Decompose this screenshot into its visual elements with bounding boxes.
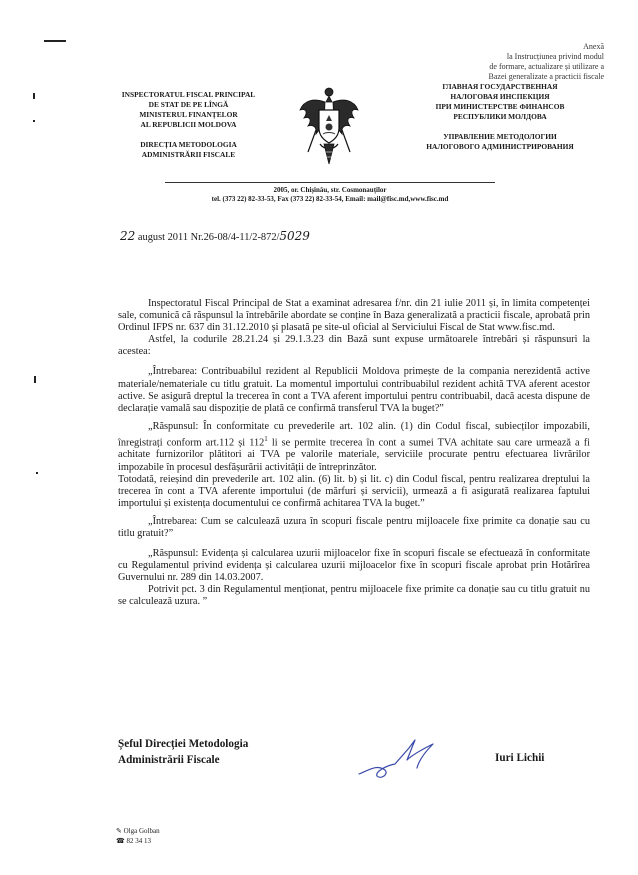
executor-phone: 82 34 13 (126, 837, 151, 845)
handwritten-number: 5029 (279, 229, 310, 243)
header-line: INSPECTORATUL FISCAL PRINCIPAL (121, 90, 256, 99)
scan-mark (33, 93, 35, 99)
header-divider (165, 182, 495, 183)
answer-2: „Răspunsul: Evidența și calcularea uzurii mijloacelor fixe în scopuri fiscale se efectuează în conformitate cu Regulamentul privind evidența și calcularea uzurii mijloacelor fixe în scopuri fiscale aprobat prin Hotărîrea Guvernului nr. 289 din 14.03.2007. (118, 548, 590, 584)
header-line: MINISTERUL FINANȚELOR (139, 110, 238, 119)
direction-line: DIRECȚIA METODOLOGIA (140, 140, 237, 149)
handwritten-signature (355, 730, 445, 785)
answer-2-continuation: Potrivit pct. 3 din Regulamentul menționat, pentru mijloacele fixe primite ca donație sau cu titlu gratuit nu se calculează uzura. ” (118, 584, 590, 608)
header-line: РЕСПУБЛИКИ МОЛДОВА (453, 112, 547, 121)
signatory-title-line: Șeful Direcției Metodologia (118, 738, 249, 750)
executor-block (116, 826, 160, 846)
direction-line: ADMINISTRĂRII FISCALE (141, 150, 236, 159)
header-line: AL REPUBLICII MOLDOVA (140, 120, 237, 129)
date-reference-line (120, 229, 310, 243)
intro-paragraph: Inspectoratul Fiscal Principal de Stat a examinat adresarea f/nr. din 21 iulie 2011 și, în limita competenței sale, comunică că răspunsul la întrebările abordate se conține în Baza generalizată a practicii fiscale, aprobată prin Ordinul IFPS nr. 637 din 31.12.2010 și plasată pe site-ul oficial al Serviciului Fiscal de Stat www.fisc.md. (118, 298, 590, 334)
question-1: „Întrebarea: Contribuabilul rezident al Republicii Moldova primește de la compania nerezidentă active materiale/nemateriale cu titlu gratuit. La momentul importului contribuabilul rezident achită TVA aferent acestor active. Se asigură dreptul la trecerea în cont a TVA aferent importului pentru contribuabil, dacă acesta dispune de declarație vamală sau dispoziție de plată ce confirmă transferul TVA la buget?” (118, 366, 590, 414)
phone-icon: ☎ (116, 837, 127, 845)
answer-1 (118, 421, 590, 474)
signatory-title (118, 736, 248, 768)
question-2: „Întrebarea: Cum se calculează uzura în scopuri fiscale pentru mijloacele fixe primite ca donație sau cu titlu gratuit?” (118, 515, 590, 540)
address-block (170, 186, 490, 204)
reference-paragraph: Astfel, la codurile 28.21.24 și 29.1.3.23 din Bază sunt expuse următoarele întrebări și răspunsuri la acestea: (118, 334, 590, 358)
article-superscript: 1 (264, 434, 268, 443)
header-romanian (96, 90, 281, 160)
date-reference-text: august 2011 Nr.26-08/4-11/2-872/ (137, 232, 280, 243)
scan-mark (33, 120, 35, 122)
annex-line: Bazei generalizate a practicii fiscale (488, 72, 604, 81)
direction-line: УПРАВЛЕНИЕ МЕТОДОЛОГИИ (443, 132, 557, 141)
executor-name: Olga Golban (123, 827, 160, 835)
pen-icon: ✎ (116, 827, 124, 835)
letter-body (118, 298, 590, 609)
address-line: 2005, or. Chișinău, str. Cosmonauților (273, 186, 387, 194)
scan-mark (34, 376, 36, 383)
annex-line: de formare, actualizare și utilizare a (489, 62, 604, 71)
scan-mark (36, 472, 38, 474)
header-line: DE STAT DE PE LÎNGĂ (148, 100, 229, 109)
answer-1-text: „Răspunsul: În conformitate cu prevederile art. 102 alin. (1) din Codul fiscal, subiecților impozabili, înregistrați conform art.112 și 112 (118, 420, 590, 449)
direction-line: НАЛОГОВОГО АДМИНИСТРИРОВАНИЯ (426, 142, 574, 151)
contact-line: tel. (373 22) 82-33-53, Fax (373 22) 82-33-54, Email: mail@fisc.md,www.fisc.md (211, 195, 449, 203)
coat-of-arms-icon (298, 80, 360, 170)
header-russian (410, 82, 590, 152)
header-line: НАЛОГОВАЯ ИНСПЕКЦИЯ (450, 92, 550, 101)
scan-mark (44, 40, 66, 42)
header-line: ПРИ МИНИСТЕРСТВЕ ФИНАНСОВ (435, 102, 565, 111)
answer-1-continuation: Totodată, reieșind din prevederile art. 102 alin. (6) lit. b) și lit. c) din Codul fiscal, pentru realizarea dreptului la trecerea în cont a TVA aferente importului (de mărfuri și servicii), urmează a fi asigurată realizarea faptului importului și existența documentului ce confirmă achitarea TVA la buget.” (118, 473, 590, 509)
answer-1-text-cont: li se permite trecerea în cont a sumei TVA achitate sau care urmează a fi achitate furnizorilor plătitori ai TVA pe valorile materiale, serviciile procurate pentru efectuarea livrărilor impozabile în procesul desfășurării activității de întreprinzător. (118, 437, 590, 473)
signatory-name: Iuri Lichii (495, 752, 545, 764)
annex-line: la Instrucțiunea privind modul (506, 52, 604, 61)
annex-line: Anexă (583, 42, 604, 51)
handwritten-day: 22 (120, 229, 136, 243)
annex-note (384, 42, 604, 82)
signatory-title-line: Administrării Fiscale (118, 754, 220, 766)
header-line: ГЛАВНАЯ ГОСУДАРСТВЕННАЯ (442, 82, 558, 91)
